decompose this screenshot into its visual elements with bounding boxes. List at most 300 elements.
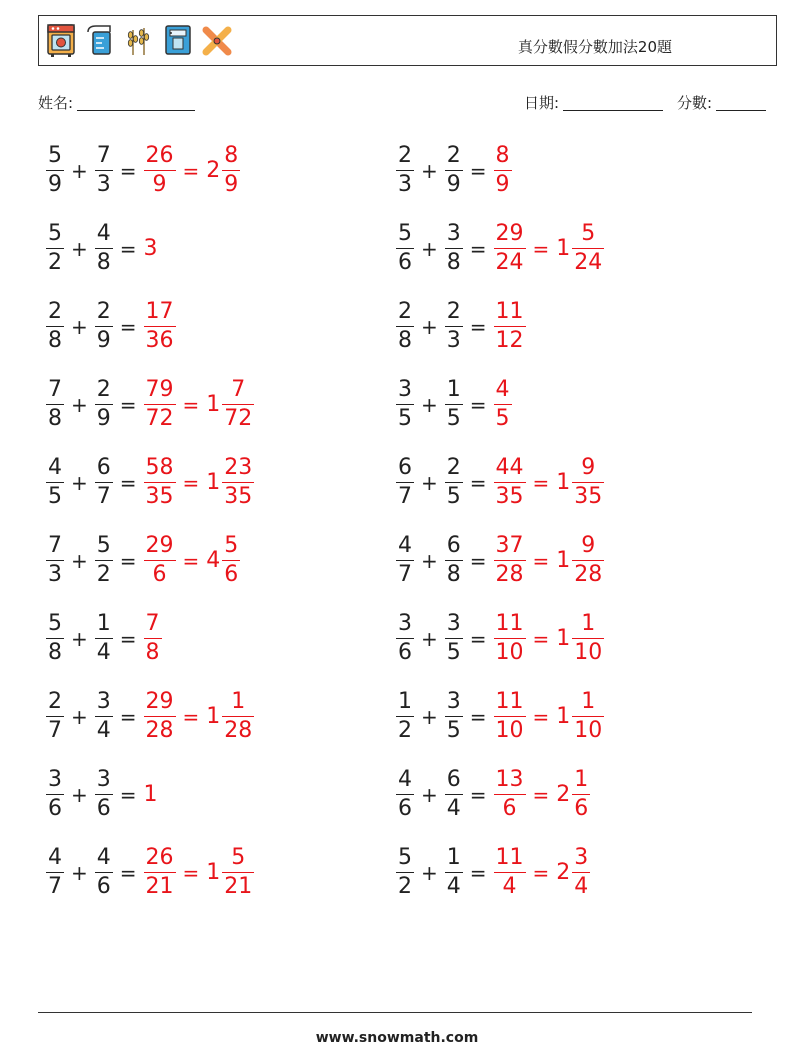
answer-fraction xyxy=(144,301,176,352)
numerator: 5 xyxy=(581,221,596,246)
equals-sign: = xyxy=(469,860,487,885)
denominator: 28 xyxy=(224,718,253,743)
denominator: 5 xyxy=(446,484,461,509)
answer xyxy=(144,782,158,807)
denominator: 36 xyxy=(145,328,174,353)
equals-sign: = xyxy=(119,860,137,885)
addend-fraction xyxy=(46,223,64,274)
numerator: 3 xyxy=(446,221,461,246)
addend-fraction xyxy=(445,769,463,820)
denominator: 28 xyxy=(495,562,524,587)
addend-fraction xyxy=(95,535,113,586)
denominator: 8 xyxy=(446,562,461,587)
addend-fraction xyxy=(396,301,414,352)
plus-sign: + xyxy=(421,860,438,885)
mixed-whole: 1 xyxy=(556,626,571,651)
answer-fraction xyxy=(144,847,176,898)
equals-sign: = xyxy=(119,626,137,651)
mixed-fraction xyxy=(572,457,604,508)
addend-fraction xyxy=(46,379,64,430)
denominator: 24 xyxy=(495,250,524,275)
mixed-fraction xyxy=(572,535,604,586)
mixed-fraction xyxy=(572,691,604,742)
denominator: 35 xyxy=(495,484,524,509)
numerator: 4 xyxy=(96,845,111,870)
problem-row xyxy=(46,145,240,196)
mixed-whole: 2 xyxy=(556,860,571,885)
answer xyxy=(494,379,512,430)
addend-fraction xyxy=(445,847,463,898)
equals-sign: = xyxy=(119,158,137,183)
name-blank[interactable] xyxy=(77,95,195,111)
denominator: 10 xyxy=(574,640,603,665)
numerator: 2 xyxy=(446,455,461,480)
denominator: 72 xyxy=(224,406,253,431)
mixed-whole: 1 xyxy=(556,548,571,573)
numerator: 6 xyxy=(398,455,412,480)
denominator: 28 xyxy=(145,718,174,743)
equals-sign: = xyxy=(532,782,550,807)
numerator: 58 xyxy=(145,455,174,480)
answer xyxy=(144,535,241,586)
numerator: 2 xyxy=(96,377,111,402)
mixed-number xyxy=(556,457,604,508)
answer xyxy=(494,223,605,274)
problem-row xyxy=(396,535,604,586)
equals-sign: = xyxy=(119,548,137,573)
numerator: 3 xyxy=(446,611,461,636)
numerator: 1 xyxy=(446,377,461,402)
denominator: 2 xyxy=(48,250,62,275)
denominator: 21 xyxy=(145,874,174,899)
denominator: 72 xyxy=(145,406,174,431)
denominator: 3 xyxy=(48,562,62,587)
answer-fraction xyxy=(494,535,526,586)
answer xyxy=(494,535,605,586)
mixed-number xyxy=(206,847,254,898)
denominator: 6 xyxy=(502,796,517,821)
numerator: 29 xyxy=(145,689,174,714)
mixed-whole: 2 xyxy=(556,782,571,807)
numerator: 79 xyxy=(145,377,174,402)
addend-fraction xyxy=(396,379,414,430)
equals-sign: = xyxy=(182,158,200,183)
numerator: 1 xyxy=(581,611,596,636)
numerator: 4 xyxy=(96,221,111,246)
mixed-number xyxy=(206,691,254,742)
addend-fraction xyxy=(396,535,414,586)
equals-sign: = xyxy=(469,548,487,573)
plus-sign: + xyxy=(71,548,88,573)
numerator: 1 xyxy=(398,689,412,714)
denominator: 8 xyxy=(446,250,461,275)
answer-fraction xyxy=(494,301,526,352)
equals-sign: = xyxy=(532,470,550,495)
date-label: 日期: xyxy=(524,94,560,112)
plus-sign: + xyxy=(71,236,88,261)
numerator: 7 xyxy=(231,377,246,402)
denominator: 6 xyxy=(398,640,412,665)
numerator: 1 xyxy=(581,689,596,714)
equals-sign: = xyxy=(182,860,200,885)
addend-fraction xyxy=(396,847,414,898)
denominator: 4 xyxy=(96,718,111,743)
numerator: 4 xyxy=(398,767,412,792)
rolling-pin-icon xyxy=(201,22,233,58)
addend-fraction xyxy=(46,457,64,508)
numerator: 7 xyxy=(145,611,160,636)
addend-fraction xyxy=(445,223,463,274)
problem-row xyxy=(46,535,240,586)
header-icons xyxy=(45,22,233,58)
problem-row xyxy=(396,691,604,742)
denominator: 9 xyxy=(224,172,239,197)
denominator: 4 xyxy=(574,874,589,899)
header-box xyxy=(38,15,777,66)
numerator: 3 xyxy=(446,689,461,714)
denominator: 35 xyxy=(574,484,603,509)
addend-fraction xyxy=(46,145,64,196)
denominator: 5 xyxy=(495,406,510,431)
mixed-whole: 4 xyxy=(206,548,221,573)
equals-sign: = xyxy=(469,782,487,807)
answer-whole: 3 xyxy=(143,236,158,261)
answer-fraction xyxy=(494,145,512,196)
answer xyxy=(494,769,591,820)
denominator: 9 xyxy=(96,406,111,431)
plus-sign: + xyxy=(421,704,438,729)
denominator: 6 xyxy=(398,796,412,821)
plus-sign: + xyxy=(421,314,438,339)
denominator: 7 xyxy=(48,718,62,743)
numerator: 7 xyxy=(48,377,62,402)
numerator: 9 xyxy=(581,455,596,480)
mixed-number xyxy=(206,457,254,508)
answer-fraction xyxy=(494,769,526,820)
numerator: 2 xyxy=(398,143,412,168)
numerator: 2 xyxy=(96,299,111,324)
addend-fraction xyxy=(445,535,463,586)
numerator: 4 xyxy=(398,533,412,558)
numerator: 11 xyxy=(495,845,524,870)
numerator: 4 xyxy=(48,455,62,480)
denominator: 5 xyxy=(446,406,461,431)
answer xyxy=(144,847,255,898)
numerator: 5 xyxy=(48,221,62,246)
mixer-icon xyxy=(162,22,194,58)
denominator: 2 xyxy=(96,562,111,587)
denominator: 5 xyxy=(446,718,461,743)
equals-sign: = xyxy=(182,470,200,495)
denominator: 6 xyxy=(574,796,589,821)
addend-fraction xyxy=(396,145,414,196)
plus-sign: + xyxy=(71,704,88,729)
problem-row xyxy=(396,301,526,352)
mixed-whole: 2 xyxy=(206,158,221,183)
plus-sign: + xyxy=(421,236,438,261)
numerator: 8 xyxy=(495,143,510,168)
answer-fraction xyxy=(494,379,512,430)
addend-fraction xyxy=(95,847,113,898)
addend-fraction xyxy=(445,691,463,742)
problem-row xyxy=(46,613,162,664)
worksheet-title: 真分數假分數加法20題 xyxy=(517,38,672,56)
denominator: 10 xyxy=(495,718,524,743)
addend-fraction xyxy=(396,223,414,274)
denominator: 8 xyxy=(398,328,412,353)
answer-fraction xyxy=(144,691,176,742)
plus-sign: + xyxy=(71,626,88,651)
denominator: 8 xyxy=(145,640,160,665)
equals-sign: = xyxy=(119,704,137,729)
equals-sign: = xyxy=(119,314,137,339)
equals-sign: = xyxy=(469,626,487,651)
problem-row xyxy=(396,457,604,508)
denominator: 9 xyxy=(446,172,461,197)
numerator: 11 xyxy=(495,689,524,714)
denominator: 6 xyxy=(152,562,167,587)
addend-fraction xyxy=(46,535,64,586)
date-field[interactable] xyxy=(524,92,663,113)
addend-fraction xyxy=(46,847,64,898)
denominator: 10 xyxy=(495,640,524,665)
addend-fraction xyxy=(396,457,414,508)
numerator: 2 xyxy=(398,299,412,324)
mixed-fraction xyxy=(572,847,590,898)
problem-row xyxy=(46,769,158,820)
mixed-number xyxy=(556,769,590,820)
mixed-fraction xyxy=(222,535,240,586)
equals-sign: = xyxy=(532,860,550,885)
denominator: 9 xyxy=(495,172,510,197)
score-field[interactable] xyxy=(677,92,766,113)
addend-fraction xyxy=(95,457,113,508)
answer xyxy=(144,457,255,508)
plus-sign: + xyxy=(421,548,438,573)
denominator: 7 xyxy=(48,874,62,899)
numerator: 3 xyxy=(48,767,62,792)
denominator: 5 xyxy=(446,640,461,665)
denominator: 4 xyxy=(96,640,111,665)
addend-fraction xyxy=(46,613,64,664)
numerator: 13 xyxy=(495,767,524,792)
numerator: 1 xyxy=(96,611,111,636)
denominator: 4 xyxy=(502,874,517,899)
addend-fraction xyxy=(445,457,463,508)
numerator: 5 xyxy=(398,221,412,246)
answer xyxy=(144,145,241,196)
name-label: 姓名: xyxy=(38,94,74,112)
denominator: 7 xyxy=(96,484,111,509)
denominator: 8 xyxy=(48,328,62,353)
addend-fraction xyxy=(46,691,64,742)
numerator: 5 xyxy=(231,845,246,870)
denominator: 7 xyxy=(398,484,412,509)
mixed-whole: 1 xyxy=(556,470,571,495)
score-blank[interactable] xyxy=(716,95,766,111)
numerator: 5 xyxy=(48,611,62,636)
mixed-whole: 1 xyxy=(206,470,221,495)
addend-fraction xyxy=(445,145,463,196)
mixed-number xyxy=(206,379,254,430)
numerator: 6 xyxy=(446,533,461,558)
mixed-whole: 1 xyxy=(556,704,571,729)
problem-row xyxy=(46,301,176,352)
answer xyxy=(494,613,605,664)
equals-sign: = xyxy=(469,236,487,261)
mixed-number xyxy=(206,145,240,196)
problem-row xyxy=(396,379,512,430)
plus-sign: + xyxy=(421,392,438,417)
addend-fraction xyxy=(95,301,113,352)
problem-row xyxy=(46,691,254,742)
answer xyxy=(144,613,162,664)
problem-row xyxy=(46,379,254,430)
denominator: 21 xyxy=(224,874,253,899)
numerator: 5 xyxy=(398,845,412,870)
numerator: 26 xyxy=(145,143,174,168)
mixed-number xyxy=(206,535,240,586)
mixed-fraction xyxy=(572,769,590,820)
denominator: 5 xyxy=(398,406,412,431)
numerator: 11 xyxy=(495,611,524,636)
answer-fraction xyxy=(494,457,526,508)
numerator: 6 xyxy=(96,455,111,480)
equals-sign: = xyxy=(119,236,137,261)
oven-icon xyxy=(45,22,77,58)
equals-sign: = xyxy=(119,470,137,495)
denominator: 35 xyxy=(224,484,253,509)
numerator: 8 xyxy=(224,143,239,168)
denominator: 9 xyxy=(48,172,62,197)
equals-sign: = xyxy=(469,704,487,729)
score-label: 分數: xyxy=(677,94,713,112)
addend-fraction xyxy=(95,223,113,274)
equals-sign: = xyxy=(532,548,550,573)
addend-fraction xyxy=(445,613,463,664)
numerator: 2 xyxy=(48,299,62,324)
answer-fraction xyxy=(144,535,176,586)
problem-row xyxy=(396,145,512,196)
problem-row xyxy=(46,223,158,274)
footer-divider xyxy=(38,1012,752,1013)
denominator: 3 xyxy=(398,172,412,197)
numerator: 23 xyxy=(224,455,253,480)
numerator: 1 xyxy=(231,689,246,714)
name-field[interactable] xyxy=(38,92,195,113)
numerator: 2 xyxy=(48,689,62,714)
denominator: 8 xyxy=(48,640,62,665)
numerator: 37 xyxy=(495,533,524,558)
mixed-fraction xyxy=(222,847,254,898)
plus-sign: + xyxy=(71,470,88,495)
numerator: 2 xyxy=(446,143,461,168)
answer-fraction xyxy=(144,457,176,508)
plus-sign: + xyxy=(71,392,88,417)
numerator: 1 xyxy=(574,767,589,792)
mixed-number xyxy=(556,691,604,742)
numerator: 4 xyxy=(495,377,510,402)
equals-sign: = xyxy=(532,626,550,651)
plus-sign: + xyxy=(421,626,438,651)
mixed-fraction xyxy=(222,145,240,196)
numerator: 5 xyxy=(48,143,62,168)
plus-sign: + xyxy=(71,158,88,183)
numerator: 3 xyxy=(398,377,412,402)
answer-fraction xyxy=(494,223,526,274)
answer-fraction xyxy=(494,613,526,664)
numerator: 26 xyxy=(145,845,174,870)
mixed-number xyxy=(556,223,604,274)
date-blank[interactable] xyxy=(563,95,663,111)
equals-sign: = xyxy=(182,704,200,729)
denominator: 6 xyxy=(96,874,111,899)
addend-fraction xyxy=(46,769,64,820)
denominator: 4 xyxy=(446,874,461,899)
answer xyxy=(494,691,605,742)
denominator: 3 xyxy=(446,328,461,353)
numerator: 29 xyxy=(495,221,524,246)
footer-url: www.snowmath.com xyxy=(315,1030,479,1046)
problem-row xyxy=(396,847,590,898)
equals-sign: = xyxy=(469,470,487,495)
mixed-fraction xyxy=(222,457,254,508)
plus-sign: + xyxy=(71,314,88,339)
denominator: 9 xyxy=(152,172,167,197)
numerator: 1 xyxy=(446,845,461,870)
mixed-whole: 1 xyxy=(556,236,571,261)
problem-row xyxy=(396,769,590,820)
denominator: 7 xyxy=(398,562,412,587)
equals-sign: = xyxy=(469,158,487,183)
problem-row xyxy=(46,457,254,508)
answer-whole: 1 xyxy=(143,782,158,807)
answer-fraction xyxy=(144,145,176,196)
denominator: 24 xyxy=(574,250,603,275)
problem-row xyxy=(46,847,254,898)
denominator: 10 xyxy=(574,718,603,743)
denominator: 6 xyxy=(224,562,239,587)
answer xyxy=(144,236,158,261)
answer xyxy=(144,691,255,742)
equals-sign: = xyxy=(532,236,550,261)
answer xyxy=(494,145,512,196)
denominator: 6 xyxy=(96,796,111,821)
addend-fraction xyxy=(396,769,414,820)
denominator: 12 xyxy=(495,328,524,353)
mixed-number xyxy=(556,613,604,664)
denominator: 28 xyxy=(574,562,603,587)
equals-sign: = xyxy=(182,392,200,417)
plus-sign: + xyxy=(421,158,438,183)
answer xyxy=(494,457,605,508)
mixed-whole: 1 xyxy=(206,860,221,885)
addend-fraction xyxy=(95,613,113,664)
mixed-fraction xyxy=(572,613,604,664)
equals-sign: = xyxy=(469,314,487,339)
addend-fraction xyxy=(396,691,414,742)
numerator: 3 xyxy=(574,845,589,870)
numerator: 17 xyxy=(145,299,174,324)
problem-row xyxy=(396,613,604,664)
denominator: 8 xyxy=(96,250,111,275)
addend-fraction xyxy=(445,301,463,352)
numerator: 3 xyxy=(96,689,111,714)
equals-sign: = xyxy=(119,392,137,417)
addend-fraction xyxy=(95,145,113,196)
addend-fraction xyxy=(95,769,113,820)
answer xyxy=(494,847,591,898)
